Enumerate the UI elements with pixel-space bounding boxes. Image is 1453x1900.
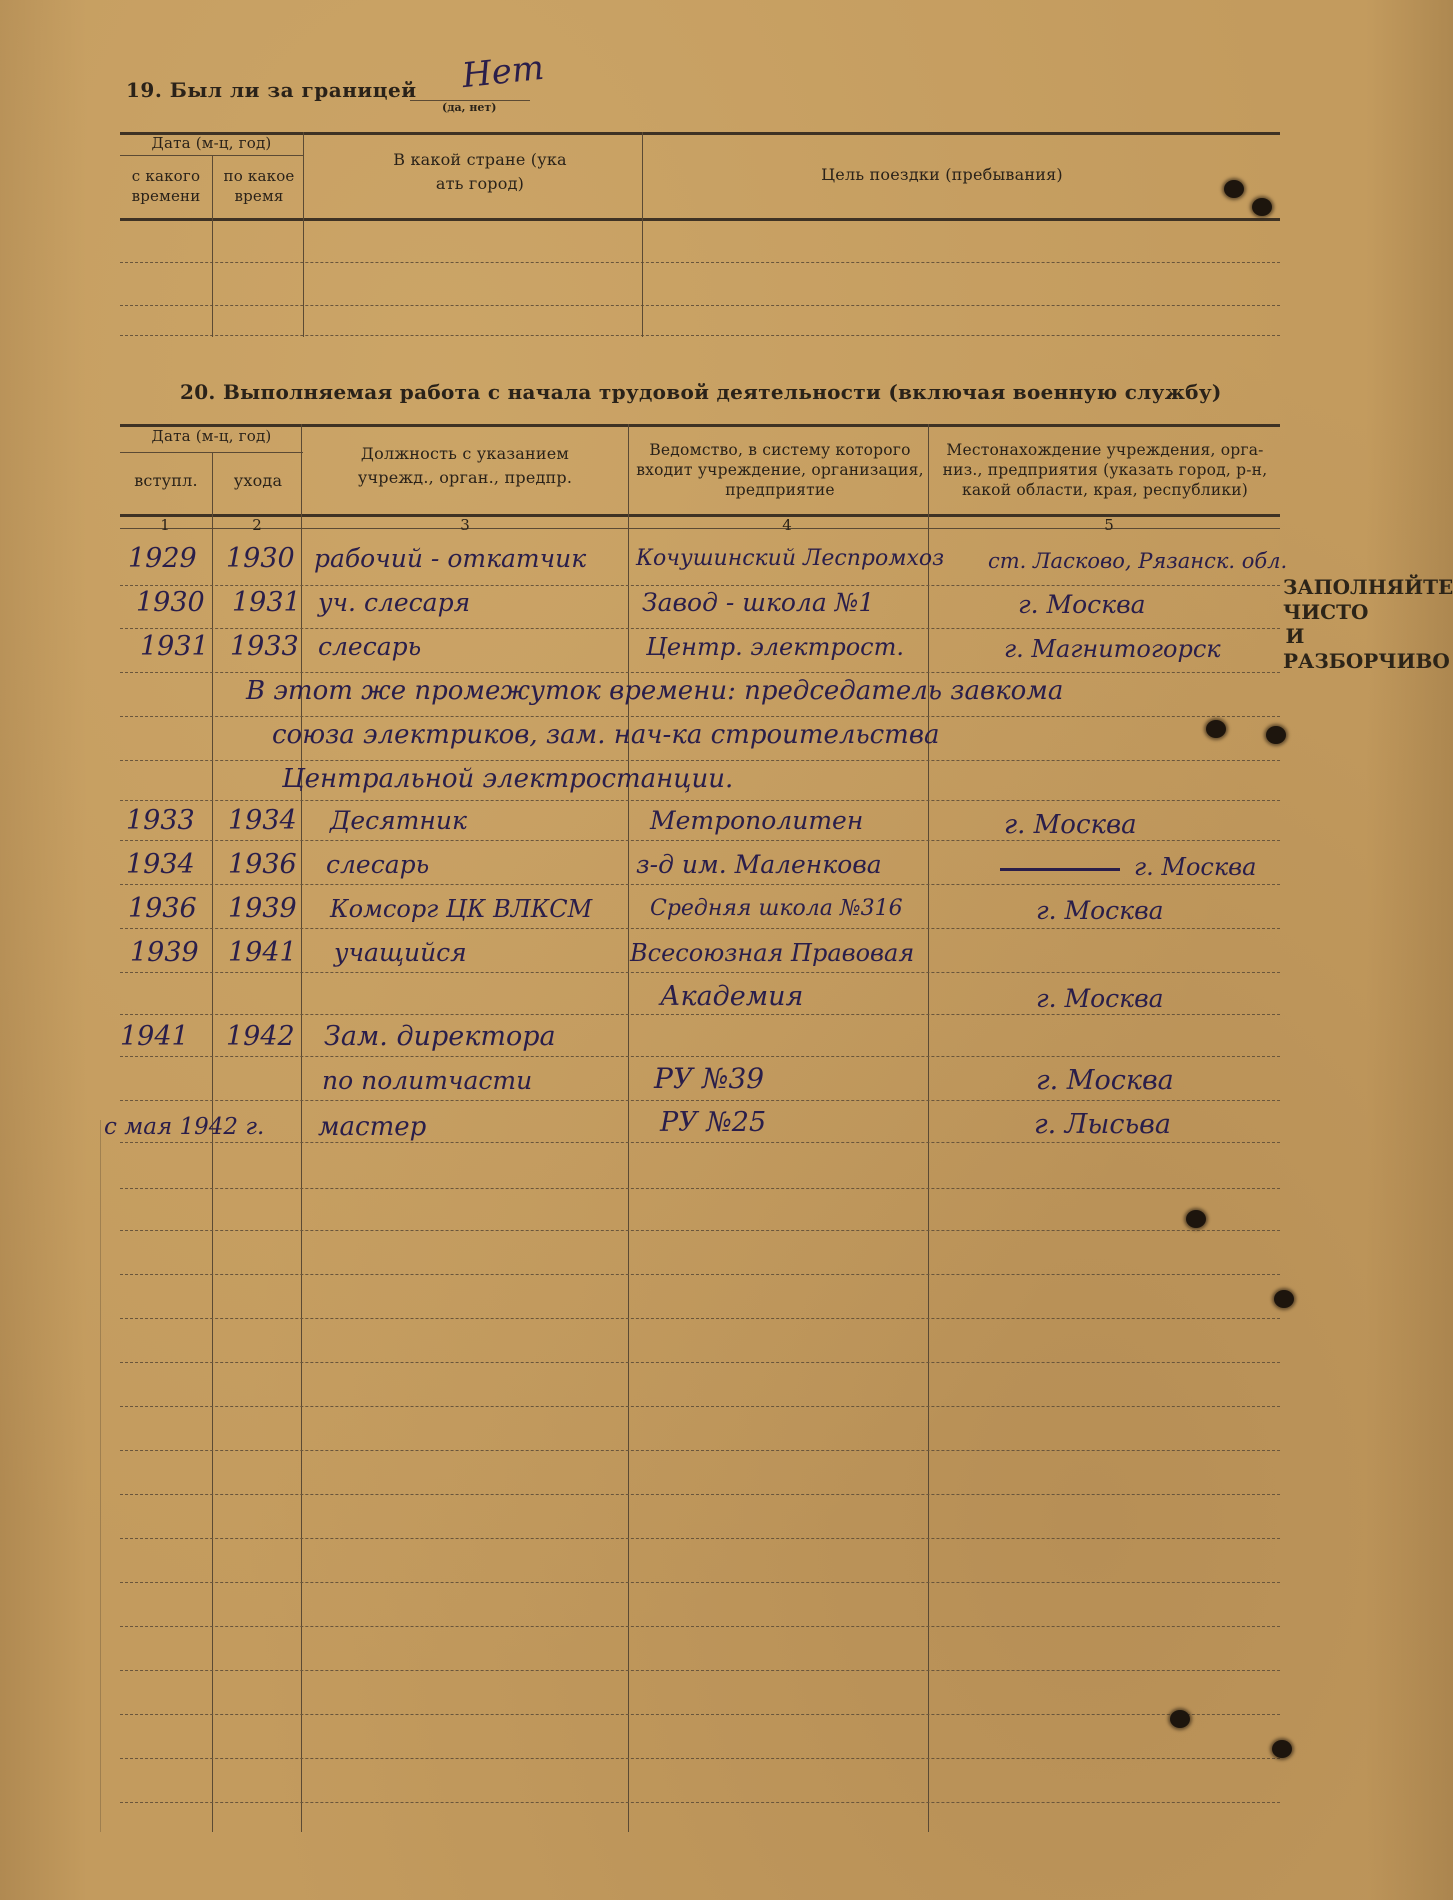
row-start: 1929 <box>128 543 197 574</box>
row-end: 1942 <box>226 1021 295 1052</box>
punch-hole <box>1224 180 1244 198</box>
note-line: Центральной электростанции. <box>282 764 734 794</box>
row-position: учащийся <box>334 938 467 967</box>
row-start: 1930 <box>136 587 205 618</box>
row-end: 1931 <box>232 587 301 618</box>
row-position: по политчасти <box>322 1066 533 1095</box>
row-location: г. Москва <box>1036 984 1164 1013</box>
row-end: 1934 <box>228 805 297 836</box>
row-department: Всесоюзная Правовая <box>630 939 915 967</box>
struck-out-word <box>1000 868 1120 871</box>
row-location: г. Москва <box>1018 590 1146 619</box>
q20-col-number: 4 <box>782 516 792 534</box>
punch-hole <box>1170 1710 1190 1728</box>
q20-col-number: 2 <box>252 516 262 534</box>
row-position: уч. слесаря <box>318 588 471 617</box>
q20-col-number: 5 <box>1104 516 1114 534</box>
q20-header-date: Дата (м-ц, год) <box>151 427 272 445</box>
punch-hole <box>1206 720 1226 738</box>
row-end: 1939 <box>228 893 297 924</box>
q20-label: 20. Выполняемая работа с начала трудовой деятельности (включая военную службу) <box>180 380 1222 404</box>
row-end: 1933 <box>230 631 299 662</box>
row-department: Академия <box>660 981 804 1012</box>
row-department: Центр. электрост. <box>646 633 904 661</box>
punch-hole <box>1272 1740 1292 1758</box>
punch-hole <box>1186 1210 1206 1228</box>
q20-header-position: Должность с указанием учрежд., орган., предпр. <box>357 444 573 487</box>
q20-header-start: вступл. <box>134 471 198 490</box>
row-location: г. Москва <box>1134 853 1257 881</box>
q19-header-from: с какого времени <box>131 167 201 205</box>
q19-header-country: В какой стране (ука ать город) <box>393 150 567 193</box>
row-department: Средняя школа №316 <box>650 896 903 921</box>
row-position: мастер <box>318 1112 427 1142</box>
row-location: г. Москва <box>1036 896 1164 925</box>
row-start: 1933 <box>126 805 195 836</box>
row-location: г. Москва <box>1036 1065 1174 1096</box>
row-start: с мая 1942 г. <box>104 1114 265 1140</box>
row-location: г. Магнитогорск <box>1004 635 1221 663</box>
q20-col-number: 1 <box>160 516 170 534</box>
punch-hole <box>1252 198 1272 216</box>
punch-hole <box>1274 1290 1294 1308</box>
row-start: 1936 <box>128 893 197 924</box>
row-end: 1930 <box>226 543 295 574</box>
row-position: Десятник <box>330 806 467 835</box>
row-start: 1934 <box>126 849 195 880</box>
row-location: г. Москва <box>1004 810 1137 840</box>
row-start: 1941 <box>120 1021 189 1052</box>
margin-instruction: ЗАПОЛНЯЙТЕ ЧИСТО И РАЗБОРЧИВО <box>1283 575 1453 673</box>
row-position: слесарь <box>326 850 430 879</box>
row-position: Зам. директора <box>324 1021 556 1052</box>
row-department: Завод - школа №1 <box>642 588 875 617</box>
note-line: В этот же промежуток времени: председатель завкома <box>246 676 1064 706</box>
row-start: 1931 <box>140 631 209 662</box>
row-end: 1936 <box>228 849 297 880</box>
q19-label: 19. Был ли за границей <box>126 78 417 102</box>
row-location: ст. Ласково, Рязанск. обл. <box>988 549 1288 573</box>
q19-header-to: по какое время <box>223 167 295 205</box>
note-line: союза электриков, зам. нач-ка строительства <box>272 720 940 750</box>
row-department: Метрополитен <box>650 806 864 835</box>
row-start: 1939 <box>130 937 199 968</box>
row-position: слесарь <box>318 632 422 661</box>
row-position: Комсорг ЦК ВЛКСМ <box>330 895 593 923</box>
q19-answer-hint: (да, нет) <box>442 101 497 114</box>
row-position: рабочий - откатчик <box>314 544 587 573</box>
q20-header-location: Местонахождение учреждения, орга-низ., предприятия (указать город, р-н, какой области, края, республики) <box>942 441 1268 499</box>
q20-header-department: Ведомство, в систему которого входит учреждение, организация, предприятие <box>636 441 924 499</box>
q20-header-end: ухода <box>233 471 283 490</box>
row-department: з-д им. Маленкова <box>636 850 882 879</box>
row-location: г. Лысьва <box>1034 1109 1171 1140</box>
q19-header-date: Дата (м-ц, год) <box>151 134 272 152</box>
punch-hole <box>1266 726 1286 744</box>
row-department: Кочушинский Леспромхоз <box>636 546 945 571</box>
row-end: 1941 <box>228 937 297 968</box>
row-department: РУ №39 <box>654 1062 765 1095</box>
q19-answer: Нет <box>460 47 546 97</box>
row-department: РУ №25 <box>660 1107 767 1138</box>
q19-header-purpose: Цель поездки (пребывания) <box>821 165 1063 184</box>
q20-col-number: 3 <box>460 516 470 534</box>
